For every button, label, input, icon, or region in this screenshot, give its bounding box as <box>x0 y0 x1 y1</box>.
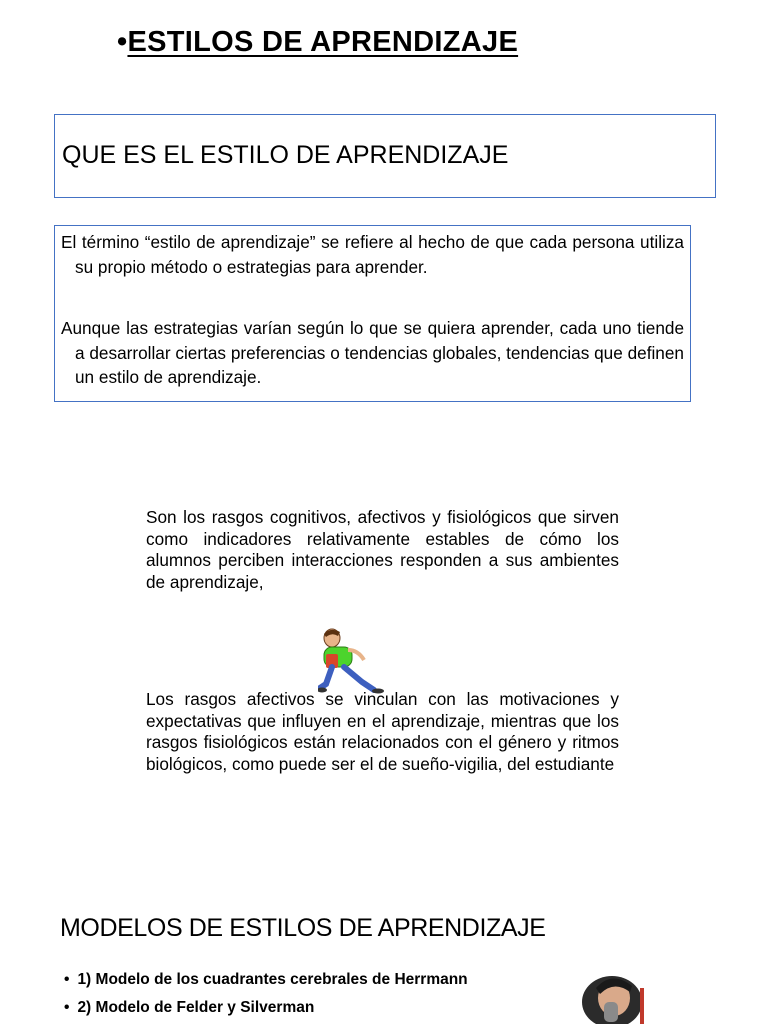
thinking-person-icon <box>574 968 650 1024</box>
definition-heading-box <box>54 114 716 198</box>
definition-paragraph-1: El término “estilo de aprendizaje” se refiere al hecho de que cada persona utiliza su propio método o estrategias para aprender. <box>61 232 684 277</box>
models-list <box>64 968 468 1024</box>
definition-text-box <box>54 225 691 402</box>
title-bullet: • <box>117 26 128 58</box>
models-heading: MODELOS DE ESTILOS DE APRENDIZAJE <box>60 914 546 942</box>
title-text: ESTILOS DE APRENDIZAJE <box>127 26 519 58</box>
definition-heading: QUE ES EL ESTILO DE APRENDIZAJE <box>62 141 509 169</box>
walking-student-icon <box>318 626 394 694</box>
description-paragraph-2: Los rasgos afectivos se vinculan con las motivaciones y expectativas que influyen en el aprendizaje, mientras que los rasgos fisiológicos están relacionados con el género y ritmos biológicos, como puede ser el de sueño-vigilia, del estudiante <box>146 689 619 774</box>
models-list-item: • 1) Modelo de los cuadrantes cerebrales de Herrmann <box>64 968 468 996</box>
page-title <box>117 26 518 59</box>
models-list-item: • 2) Modelo de Felder y Silverman <box>64 996 468 1024</box>
definition-paragraph-2: Aunque las estrategias varían según lo que se quiera aprender, cada uno tiende a desarrollar ciertas preferencias o tendencias globales, tendencias que definen un estilo de aprendizaje. <box>61 318 684 387</box>
description-paragraph-1: Son los rasgos cognitivos, afectivos y fisiológicos que sirven como indicadores relativamente estables de cómo los alumnos perciben interacciones responden a sus ambientes de aprendizaje, <box>146 507 619 592</box>
